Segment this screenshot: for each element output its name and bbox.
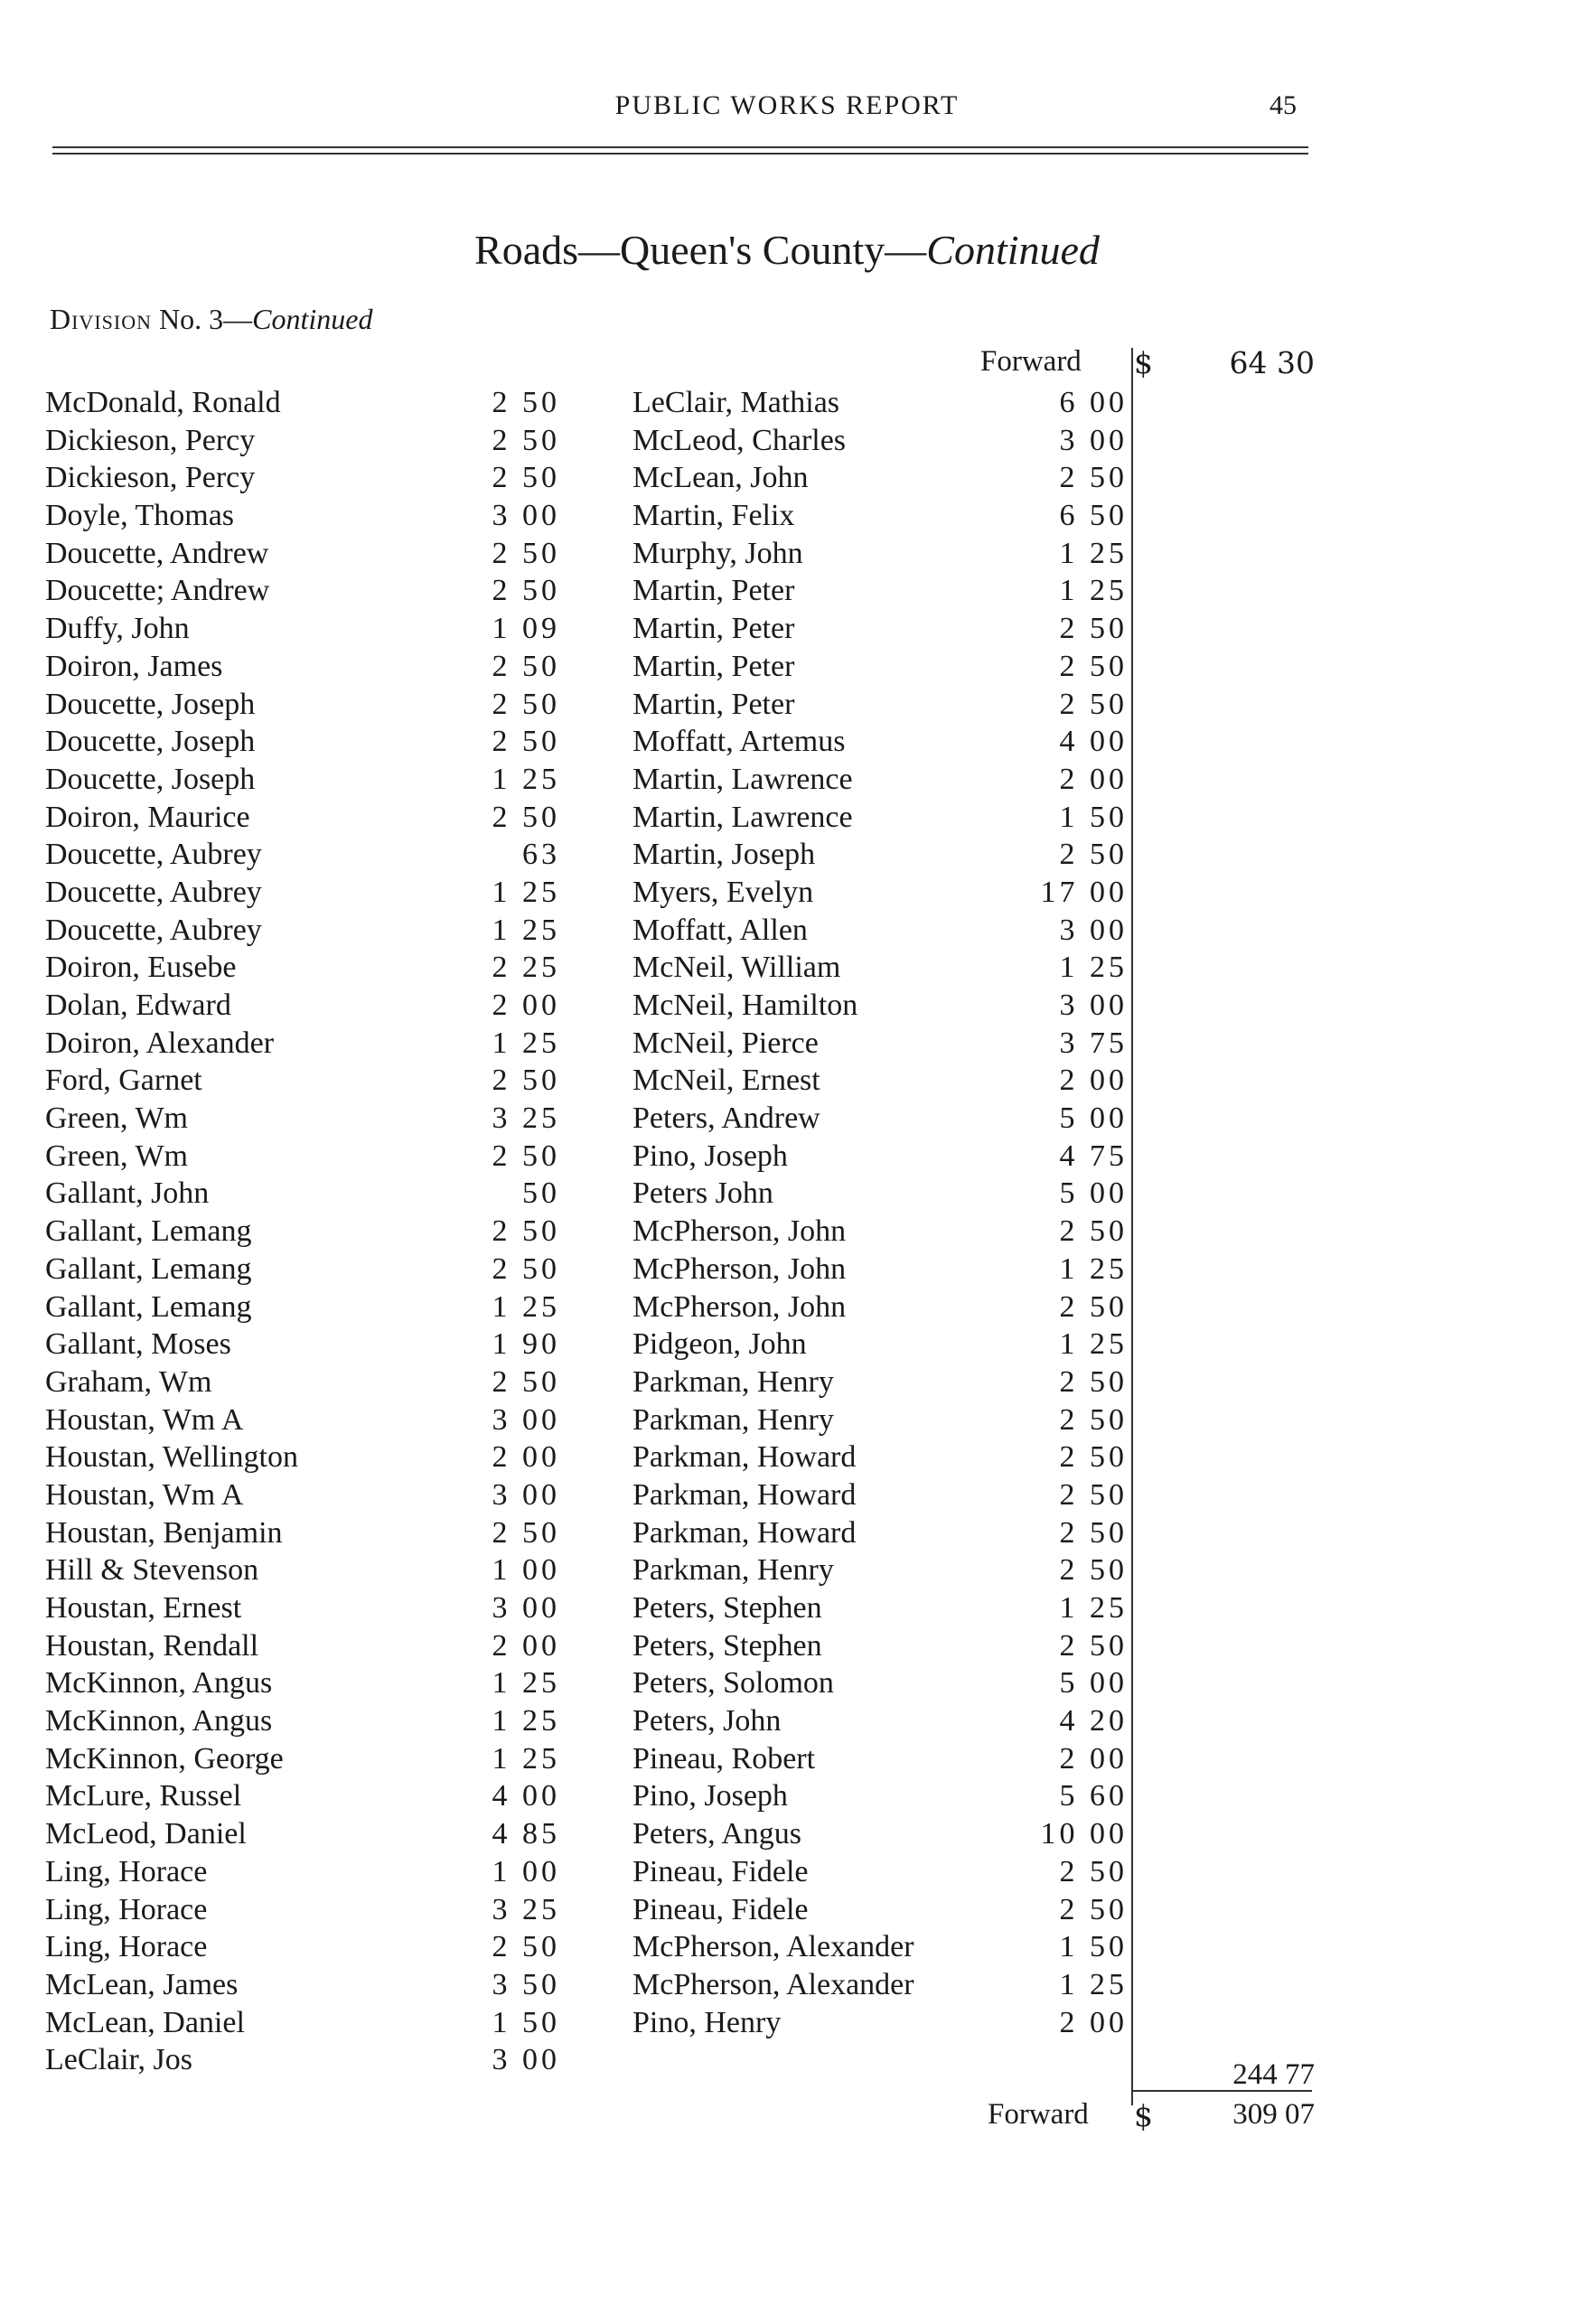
ledger-entry — [45, 1551, 560, 1589]
ledger-entry — [45, 1401, 560, 1439]
ledger-entry — [45, 1025, 560, 1063]
entry-amount: 5 00 — [1059, 1176, 1128, 1211]
entry-name: Gallant, John — [45, 1176, 210, 1211]
entry-name: McLeod, Daniel — [45, 1817, 247, 1851]
dollar-sign-top: $ — [1134, 345, 1153, 380]
entry-name: Pino, Joseph — [632, 1139, 788, 1173]
entry-amount: 2 50 — [1059, 1289, 1128, 1324]
ledger-entry — [45, 572, 560, 610]
ledger-entry — [45, 1777, 560, 1815]
entry-name: Myers, Evelyn — [632, 875, 814, 909]
entry-name: Peters, Stephen — [632, 1591, 822, 1625]
ledger-entry — [45, 1664, 560, 1702]
entry-amount: 6 50 — [1059, 499, 1128, 533]
ledger-entry — [632, 912, 1128, 950]
entry-name: Pidgeon, John — [632, 1327, 807, 1362]
entry-amount: 4 20 — [1059, 1704, 1128, 1738]
entry-amount: 2 00 — [1059, 1741, 1128, 1776]
entry-name: Houstan, Wm A — [45, 1402, 244, 1437]
ledger-entry — [45, 2041, 560, 2079]
entry-name: Doiron, Alexander — [45, 1026, 275, 1060]
entry-name: Doiron, Maurice — [45, 800, 250, 834]
ledger-entry — [45, 384, 560, 422]
division-number: No. 3— — [159, 303, 253, 335]
entry-name: McDonald, Ronald — [45, 386, 281, 419]
entry-amount: 2 00 — [1059, 762, 1128, 796]
forward-label-top: Forward — [980, 345, 1082, 378]
ledger-entry — [632, 1138, 1128, 1176]
entry-amount: 3 00 — [1059, 913, 1128, 947]
ledger-entry — [632, 1702, 1128, 1740]
subtotal-amount: 244 77 — [1232, 2058, 1315, 2091]
entry-amount: 1 00 — [492, 1854, 560, 1888]
ledger-entry — [632, 1815, 1128, 1853]
ledger-entry — [45, 535, 560, 573]
entry-amount: 2 00 — [492, 989, 560, 1022]
ledger-entry — [632, 1514, 1128, 1552]
running-title: PUBLIC WORKS REPORT — [614, 90, 960, 120]
forward-amount-bottom: 309 07 — [1232, 2098, 1315, 2131]
ledger-entry — [632, 1664, 1128, 1702]
entry-amount: 2 00 — [1059, 2005, 1128, 2039]
ledger-entry — [632, 1025, 1128, 1063]
entry-amount: 1 25 — [1059, 536, 1128, 570]
ledger-entry — [45, 1326, 560, 1363]
ledger-entry — [45, 761, 560, 799]
entry-amount: 2 50 — [492, 649, 560, 683]
ledger-entry — [632, 799, 1128, 837]
entry-amount: 1 90 — [492, 1327, 560, 1362]
entry-amount: 3 00 — [492, 1402, 560, 1437]
entry-amount: 1 25 — [492, 1289, 560, 1324]
entry-amount: 2 50 — [492, 725, 560, 759]
ledger-entry — [632, 987, 1128, 1025]
section-title — [0, 226, 1574, 274]
entry-name: Doucette, Aubrey — [45, 875, 262, 909]
ledger-entry — [45, 1363, 560, 1401]
entry-amount: 1 50 — [1059, 1930, 1128, 1964]
entry-name: Graham, Wm — [45, 1364, 212, 1399]
entry-amount: 3 00 — [492, 1477, 560, 1512]
ledger-entry — [45, 1251, 560, 1289]
ledger-entry — [632, 723, 1128, 761]
entry-name: Houstan, Wellington — [45, 1440, 298, 1475]
entry-name: Pino, Joseph — [632, 1779, 788, 1813]
entry-amount: 2 00 — [1059, 1064, 1128, 1098]
entry-name: McLean, John — [632, 461, 809, 495]
ledger-entry — [45, 1928, 560, 1966]
entry-name: McPherson, Alexander — [632, 1967, 914, 2001]
entry-name: Houstan, Rendall — [45, 1628, 259, 1663]
entry-amount: 5 60 — [1059, 1779, 1128, 1813]
entry-name: McLeod, Charles — [632, 423, 847, 457]
entry-name: Murphy, John — [632, 536, 803, 570]
entry-amount: 2 50 — [1059, 1402, 1128, 1437]
ledger-entry — [632, 459, 1128, 497]
ledger-entry — [632, 1589, 1128, 1627]
entry-amount: 4 00 — [1059, 725, 1128, 759]
ledger-entry — [45, 459, 560, 497]
ledger-entry — [632, 422, 1128, 460]
ledger-entry — [632, 1326, 1128, 1363]
entry-amount: 2 50 — [492, 1251, 560, 1286]
entry-amount: 1 50 — [492, 2005, 560, 2039]
division-heading — [50, 303, 372, 336]
entry-amount: 2 50 — [492, 800, 560, 834]
entry-amount: 1 25 — [492, 913, 560, 947]
entry-name: Parkman, Howard — [632, 1515, 857, 1550]
entry-name: Doucette, Joseph — [45, 762, 256, 796]
entry-amount: 2 50 — [492, 423, 560, 457]
ledger-entry — [45, 1438, 560, 1476]
dollar-sign-bottom: $ — [1134, 2098, 1153, 2133]
entry-amount: 2 50 — [492, 386, 560, 419]
entry-name: Pineau, Fidele — [632, 1854, 809, 1888]
entry-name: Doucette, Aubrey — [45, 913, 262, 947]
entry-amount: 3 00 — [492, 2043, 560, 2077]
entry-name: McLure, Russel — [45, 1779, 242, 1813]
entry-name: Ling, Horace — [45, 1854, 208, 1888]
ledger-entry — [45, 1966, 560, 2004]
ledger-left-column — [45, 384, 560, 2079]
entry-name: Dickieson, Percy — [45, 423, 256, 457]
header-rule-bottom — [52, 153, 1308, 155]
ledger-entry — [45, 2004, 560, 2042]
entry-amount: 2 50 — [1059, 1892, 1128, 1926]
entry-name: McKinnon, Angus — [45, 1666, 273, 1701]
entry-amount: 1 25 — [492, 1026, 560, 1060]
entry-amount: 2 50 — [492, 574, 560, 608]
entry-name: Houstan, Benjamin — [45, 1515, 283, 1550]
entry-name: Hill & Stevenson — [45, 1553, 259, 1588]
ledger-entry — [632, 1777, 1128, 1815]
ledger-entry — [45, 912, 560, 950]
entry-name: McNeil, Hamilton — [632, 989, 858, 1022]
entry-name: Houstan, Wm A — [45, 1477, 244, 1512]
entry-amount: 1 25 — [1059, 1967, 1128, 2001]
entry-name: Martin, Peter — [632, 612, 795, 646]
ledger-entry — [45, 723, 560, 761]
division-label: Division — [50, 303, 152, 335]
entry-amount: 2 50 — [1059, 1515, 1128, 1550]
entry-name: Dolan, Edward — [45, 989, 231, 1022]
ledger-entry — [632, 535, 1128, 573]
division-continued: Continued — [252, 303, 373, 335]
entry-amount: 2 50 — [1059, 1364, 1128, 1399]
ledger-entry — [45, 1138, 560, 1176]
entry-amount: 3 75 — [1059, 1026, 1128, 1060]
entry-amount: 1 50 — [1059, 800, 1128, 834]
entry-amount: 2 50 — [1059, 838, 1128, 872]
ledger-entry — [632, 1175, 1128, 1213]
entry-name: Ling, Horace — [45, 1892, 208, 1926]
entry-amount: 2 50 — [1059, 1477, 1128, 1512]
entry-amount: 2 50 — [1059, 1214, 1128, 1249]
ledger-entry — [632, 1627, 1128, 1665]
entry-amount: 5 00 — [1059, 1101, 1128, 1136]
entry-amount: 1 25 — [1059, 1251, 1128, 1286]
entry-name: Parkman, Howard — [632, 1440, 857, 1475]
ledger-entry — [632, 949, 1128, 987]
ledger-entry — [632, 686, 1128, 724]
forward-amount-top: 64 30 — [1229, 345, 1315, 380]
entry-name: LeClair, Mathias — [632, 386, 840, 419]
ledger-entry — [632, 1476, 1128, 1514]
entry-name: Martin, Peter — [632, 649, 795, 683]
entry-name: Martin, Peter — [632, 687, 795, 721]
entry-amount: 63 — [522, 838, 560, 872]
ledger-entry — [632, 836, 1128, 874]
ledger-entry — [45, 1100, 560, 1138]
entry-name: Ling, Horace — [45, 1930, 208, 1964]
entry-amount: 1 25 — [492, 1704, 560, 1738]
entry-amount: 1 25 — [492, 875, 560, 909]
entry-amount: 2 50 — [492, 1515, 560, 1550]
entry-amount: 1 25 — [492, 1666, 560, 1701]
entry-name: Doiron, Eusebe — [45, 951, 237, 985]
entry-name: Pino, Henry — [632, 2005, 782, 2039]
entry-amount: 17 00 — [1040, 875, 1128, 909]
entry-name: McPherson, John — [632, 1289, 847, 1324]
ledger-entry — [45, 422, 560, 460]
entry-amount: 1 09 — [492, 612, 560, 646]
entry-name: McNeil, William — [632, 951, 841, 985]
entry-amount: 6 00 — [1059, 386, 1128, 419]
ledger-entry — [632, 1438, 1128, 1476]
entry-amount: 1 25 — [492, 1741, 560, 1776]
entry-amount: 2 50 — [1059, 461, 1128, 495]
ledger-entry — [45, 1627, 560, 1665]
ledger-entry — [45, 686, 560, 724]
ledger-entry — [45, 1175, 560, 1213]
entry-name: Doiron, James — [45, 649, 223, 683]
entry-name: Martin, Lawrence — [632, 762, 853, 796]
entry-amount: 2 00 — [492, 1628, 560, 1663]
ledger-entry — [45, 987, 560, 1025]
ledger-entry — [632, 1853, 1128, 1891]
entry-amount: 1 25 — [1059, 1327, 1128, 1362]
ledger-entry — [45, 610, 560, 648]
ledger-entry — [632, 1928, 1128, 1966]
entry-name: Peters John — [632, 1176, 773, 1211]
entry-name: Parkman, Henry — [632, 1364, 834, 1399]
entry-name: McNeil, Pierce — [632, 1026, 819, 1060]
entry-amount: 50 — [522, 1176, 560, 1211]
entry-name: Doucette, Joseph — [45, 687, 256, 721]
entry-name: Moffatt, Allen — [632, 913, 808, 947]
entry-amount: 3 00 — [492, 499, 560, 533]
header-rule-top — [52, 146, 1308, 148]
entry-name: Ford, Garnet — [45, 1064, 202, 1098]
entry-name: Green, Wm — [45, 1101, 188, 1136]
entry-amount: 4 75 — [1059, 1139, 1128, 1173]
entry-name: Doyle, Thomas — [45, 499, 235, 533]
ledger-entry — [45, 949, 560, 987]
entry-amount: 1 25 — [1059, 951, 1128, 985]
ledger-entry — [632, 1740, 1128, 1778]
entry-name: Martin, Lawrence — [632, 800, 853, 834]
entry-name: Doucette; Andrew — [45, 574, 270, 608]
entry-amount: 3 25 — [492, 1101, 560, 1136]
section-title-continued: Continued — [926, 227, 1100, 273]
ledger-entry — [632, 572, 1128, 610]
entry-amount: 4 85 — [492, 1817, 560, 1851]
entry-name: Moffatt, Artemus — [632, 725, 846, 759]
entry-amount: 2 50 — [492, 1364, 560, 1399]
entry-amount: 3 00 — [492, 1591, 560, 1625]
ledger-entry — [632, 1551, 1128, 1589]
entry-amount: 2 50 — [1059, 612, 1128, 646]
entry-amount: 2 50 — [1059, 1854, 1128, 1888]
ledger-entry — [45, 1853, 560, 1891]
ledger-entry — [45, 1476, 560, 1514]
entry-name: Doucette, Andrew — [45, 536, 269, 570]
ledger-entry — [45, 1891, 560, 1929]
ledger-entry — [632, 648, 1128, 686]
forward-label-bottom: Forward — [988, 2098, 1089, 2131]
entry-name: McPherson, John — [632, 1251, 847, 1286]
entry-amount: 3 00 — [1059, 423, 1128, 457]
entry-name: Parkman, Howard — [632, 1477, 857, 1512]
ledger-entry — [632, 1966, 1128, 2004]
entry-amount: 2 00 — [492, 1440, 560, 1475]
entry-name: Parkman, Henry — [632, 1402, 834, 1437]
total-column-rule — [1131, 348, 1133, 2105]
entry-amount: 2 50 — [492, 1139, 560, 1173]
ledger-entry — [45, 1289, 560, 1326]
ledger-entry — [632, 1891, 1128, 1929]
entry-amount: 1 25 — [1059, 1591, 1128, 1625]
entry-name: Peters, John — [632, 1704, 782, 1738]
entry-name: McPherson, Alexander — [632, 1930, 914, 1964]
entry-amount: 5 00 — [1059, 1666, 1128, 1701]
entry-amount: 2 50 — [1059, 649, 1128, 683]
entry-name: Martin, Felix — [632, 499, 795, 533]
entry-name: Gallant, Lemang — [45, 1214, 252, 1249]
entry-name: McPherson, John — [632, 1214, 847, 1249]
ledger-entry — [632, 497, 1128, 535]
ledger-entry — [45, 1062, 560, 1100]
ledger-entry — [632, 1401, 1128, 1439]
entry-name: McKinnon, George — [45, 1741, 284, 1776]
ledger-entry — [45, 1740, 560, 1778]
entry-amount: 1 00 — [492, 1553, 560, 1588]
entry-name: Doucette, Aubrey — [45, 838, 262, 872]
entry-name: Gallant, Moses — [45, 1327, 231, 1362]
ledger-entry — [45, 648, 560, 686]
entry-amount: 2 50 — [492, 536, 560, 570]
ledger-entry — [45, 1514, 560, 1552]
ledger-entry — [632, 761, 1128, 799]
entry-name: LeClair, Jos — [45, 2043, 192, 2077]
ledger-entry — [632, 2004, 1128, 2042]
entry-amount: 1 25 — [492, 762, 560, 796]
ledger-entry — [632, 384, 1128, 422]
entry-name: McKinnon, Angus — [45, 1704, 273, 1738]
ledger-right-column — [632, 384, 1128, 2041]
entry-amount: 4 00 — [492, 1779, 560, 1813]
entry-name: Green, Wm — [45, 1139, 188, 1173]
ledger-entry — [632, 1100, 1128, 1138]
ledger-entry — [632, 1289, 1128, 1326]
entry-amount: 2 50 — [1059, 1628, 1128, 1663]
ledger-entry — [632, 1251, 1128, 1289]
entry-name: Pineau, Fidele — [632, 1892, 809, 1926]
entry-amount: 3 50 — [492, 1967, 560, 2001]
entry-name: Parkman, Henry — [632, 1553, 834, 1588]
entry-name: McLean, Daniel — [45, 2005, 245, 2039]
ledger-entry — [45, 497, 560, 535]
entry-amount: 2 50 — [492, 1214, 560, 1249]
ledger-entry — [632, 1062, 1128, 1100]
entry-amount: 2 50 — [1059, 1553, 1128, 1588]
entry-name: Dickieson, Percy — [45, 461, 256, 495]
ledger-entry — [632, 874, 1128, 912]
entry-name: Houstan, Ernest — [45, 1591, 242, 1625]
entry-amount: 2 50 — [1059, 1440, 1128, 1475]
page-number: 45 — [1270, 90, 1297, 120]
ledger-entry — [45, 799, 560, 837]
entry-name: Peters, Stephen — [632, 1628, 822, 1663]
ledger-entry — [632, 1363, 1128, 1401]
entry-name: McLean, James — [45, 1967, 239, 2001]
entry-amount: 2 50 — [492, 461, 560, 495]
entry-amount: 3 00 — [1059, 989, 1128, 1022]
entry-name: Duffy, John — [45, 612, 190, 646]
entry-name: Gallant, Lemang — [45, 1251, 252, 1286]
ledger-entry — [45, 1589, 560, 1627]
ledger-entry — [45, 1702, 560, 1740]
ledger-entry — [45, 836, 560, 874]
entry-name: Gallant, Lemang — [45, 1289, 252, 1324]
entry-name: Martin, Peter — [632, 574, 795, 608]
ledger-entry — [632, 610, 1128, 648]
entry-amount: 2 50 — [492, 1930, 560, 1964]
entry-name: Martin, Joseph — [632, 838, 816, 872]
entry-amount: 1 25 — [1059, 574, 1128, 608]
entry-amount: 10 00 — [1040, 1817, 1128, 1851]
entry-name: Peters, Angus — [632, 1817, 801, 1851]
entry-name: Peters, Solomon — [632, 1666, 834, 1701]
ledger-entry — [45, 1213, 560, 1251]
entry-name: Pineau, Robert — [632, 1741, 816, 1776]
entry-amount: 2 50 — [492, 687, 560, 721]
entry-amount: 2 50 — [1059, 687, 1128, 721]
entry-amount: 2 50 — [492, 1064, 560, 1098]
section-title-text: Roads—Queen's County— — [474, 227, 927, 273]
ledger-entry — [632, 1213, 1128, 1251]
entry-name: McNeil, Ernest — [632, 1064, 820, 1098]
entry-amount: 2 25 — [492, 951, 560, 985]
ledger-entry — [45, 874, 560, 912]
ledger-entry — [45, 1815, 560, 1853]
entry-name: Peters, Andrew — [632, 1101, 820, 1136]
entry-amount: 3 25 — [492, 1892, 560, 1926]
entry-name: Doucette, Joseph — [45, 725, 256, 759]
